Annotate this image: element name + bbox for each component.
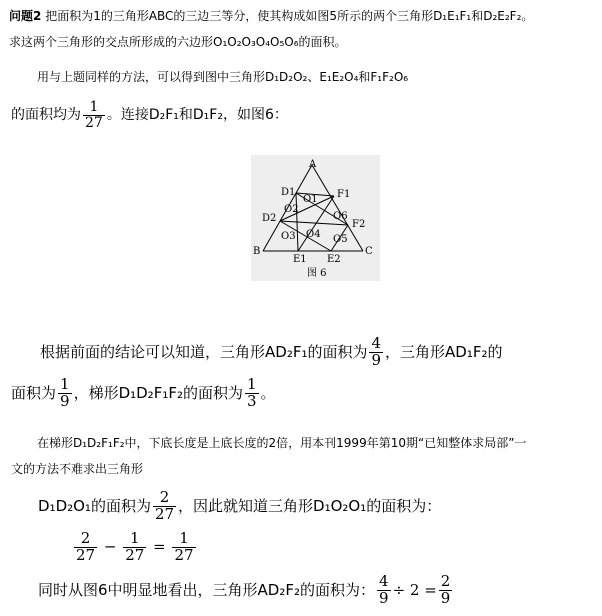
p5-fraction-b: $\frac{2}{9}$ xyxy=(440,572,451,607)
problem-text-2: 求这两个三角形的交点所形成的六边形O₁O₂O₃O₄O₅O₆的面积。 xyxy=(9,35,347,49)
eq-fraction-c: $\frac{1}{27}$ xyxy=(174,529,194,564)
para2-prefix: 根据前面的结论可以知道，三角形AD₂F₁的面积为 xyxy=(40,342,368,361)
label-o2: O2 xyxy=(284,204,299,215)
figure-6-diagram xyxy=(251,155,380,281)
para1-area-line xyxy=(11,100,288,130)
label-e1: E1 xyxy=(293,254,307,265)
para4-line-1 xyxy=(38,490,441,523)
para3-line-2 xyxy=(11,460,143,477)
label-f1: F1 xyxy=(337,189,351,200)
label-o4: O4 xyxy=(306,229,321,240)
para2-line-1 xyxy=(40,336,502,369)
fraction-1-3: $\frac{1}{3}$ xyxy=(246,375,257,410)
para5-prefix: 同时从图6中明显地看出，三角形AD₂F₂的面积为： xyxy=(38,580,376,599)
para1-area-prefix: 的面积均为 xyxy=(11,107,81,124)
para4-suffix: ，因此就知道三角形D₁O₂O₁的面积为： xyxy=(178,496,442,515)
problem-line-1 xyxy=(9,7,533,24)
para2-middle: ，三角形AD₁F₂的 xyxy=(385,342,503,361)
label-o1: O1 xyxy=(303,194,318,205)
para1-line xyxy=(37,68,408,85)
para3-line-1 xyxy=(37,434,526,451)
label-b: B xyxy=(253,246,261,257)
para3-text-2: 文的方法不难求出三角形 xyxy=(11,462,144,476)
problem-line-2 xyxy=(9,33,347,50)
para2-line2-middle: ，梯形D₁D₂F₁F₂的面积为 xyxy=(73,383,243,402)
eq-equals: = xyxy=(153,537,166,556)
fraction-2-27: $\frac{2}{27}$ xyxy=(154,488,175,523)
figure-caption: 图 6 xyxy=(307,268,327,279)
para4-prefix: D₁D₂O₁的面积为 xyxy=(38,496,151,515)
fraction-1-9: $\frac{1}{9}$ xyxy=(60,375,70,410)
label-o6: O6 xyxy=(333,211,348,222)
label-o3: O3 xyxy=(281,231,296,242)
eq-minus: − xyxy=(103,537,117,556)
para2-line2-prefix: 面积为 xyxy=(11,383,57,402)
label-d2: D2 xyxy=(262,213,277,224)
fraction-1-27: $\frac{1}{27}$ xyxy=(85,99,103,131)
p5-div: ÷ 2 = xyxy=(392,580,437,599)
label-d1: D1 xyxy=(281,187,296,198)
eq-fraction-b: $\frac{1}{27}$ xyxy=(125,529,145,564)
para1-connect-suffix: 。连接D₂F₁和D₁F₂，如图6： xyxy=(106,107,288,124)
fraction-4-9: $\frac{4}{9}$ xyxy=(371,334,382,369)
para1-text: 用与上题同样的方法，可以得到图中三角形D₁D₂O₂、E₁E₂O₄和F₁F₂O₆ xyxy=(37,70,409,84)
eq-fraction-a: $\frac{2}{27}$ xyxy=(76,529,96,564)
figure-6 xyxy=(251,155,380,281)
p5-fraction-a: $\frac{4}{9}$ xyxy=(379,572,389,607)
para2-line2-end: 。 xyxy=(260,383,276,402)
label-c: C xyxy=(365,246,373,257)
label-e2: E2 xyxy=(327,254,341,265)
problem-label: 问题2 xyxy=(9,9,42,23)
label-f2: F2 xyxy=(352,219,366,230)
para2-line-2 xyxy=(11,377,276,410)
para3-text-1: 在梯形D₁D₂F₁F₂中，下底长度是上底长度的2倍，用本刊1999年第10期“已知整体求局部”一 xyxy=(37,436,527,450)
para5-line xyxy=(38,574,454,607)
problem-text-1: 把面积为1的三角形ABC的三边三等分，使其构成如图5所示的两个三角形D₁E₁F₁和D₂E₂F₂。 xyxy=(45,9,534,23)
label-o5: O5 xyxy=(333,234,348,245)
label-a: A xyxy=(309,159,317,170)
para4-equation xyxy=(72,531,198,564)
